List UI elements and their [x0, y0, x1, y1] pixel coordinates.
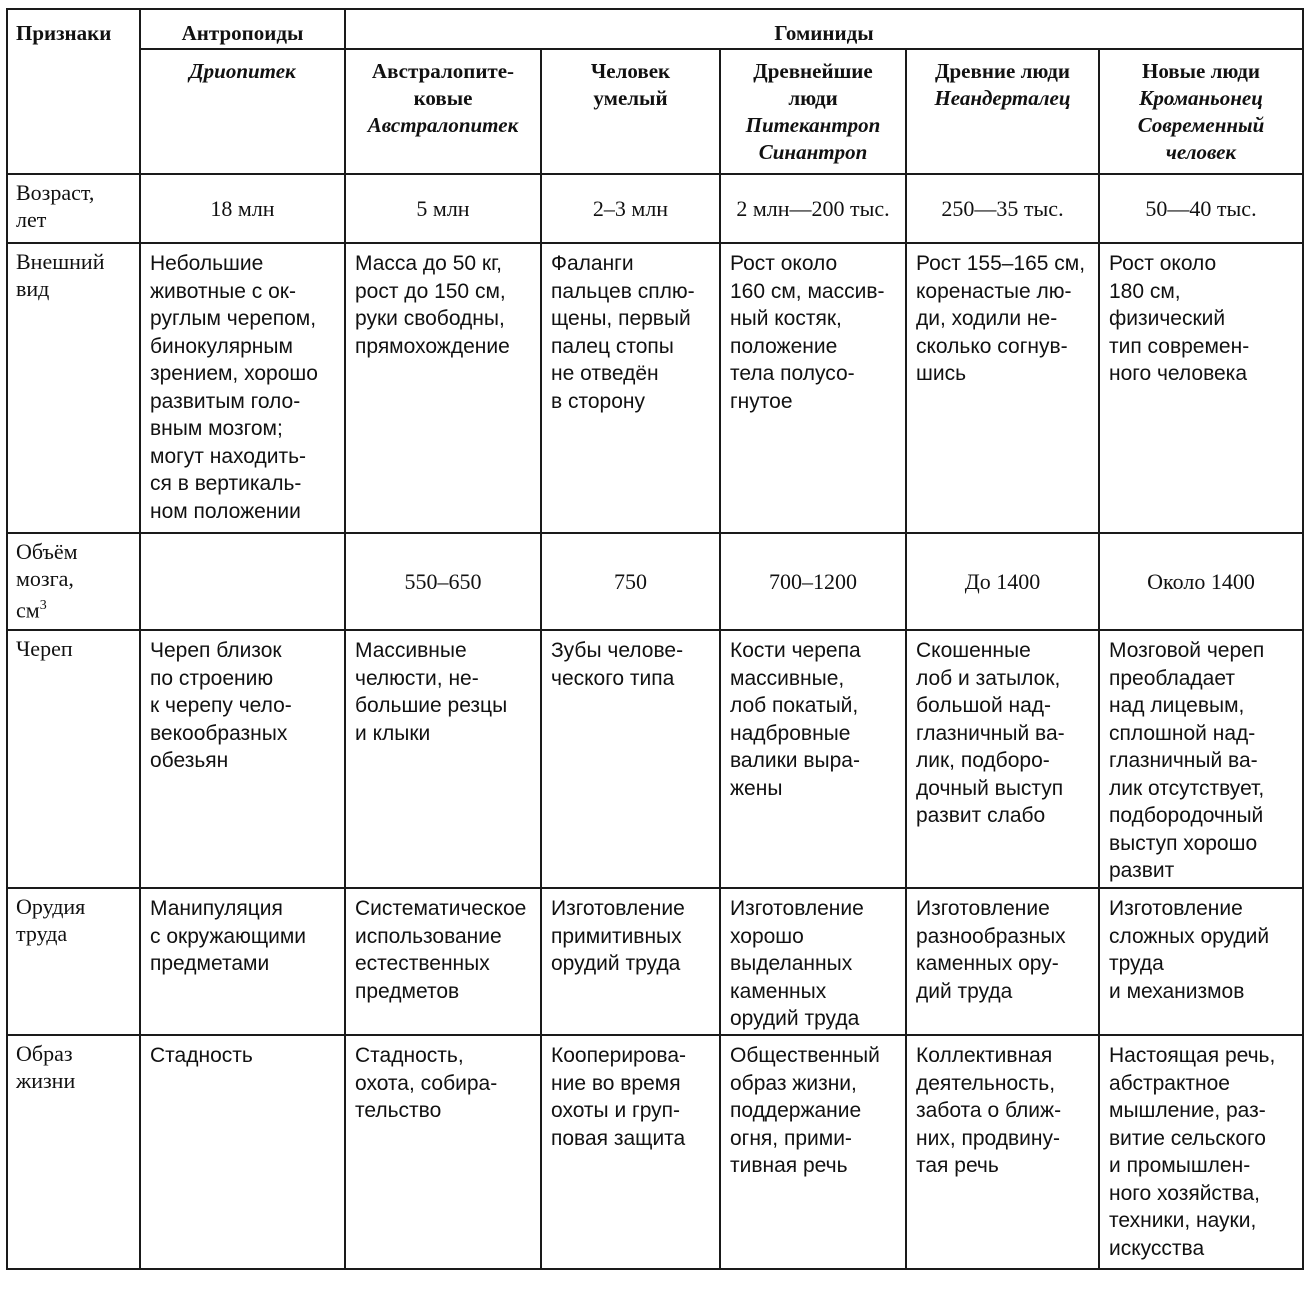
- cell-text: 550–650: [404, 568, 482, 594]
- cell-text: Рост около 160 см, массив- ный костяк, положение тела полусо- гнутое: [730, 252, 885, 413]
- column-species: Дриопитек: [189, 59, 296, 83]
- cell-text: Стадность, охота, собира- тельство: [355, 1044, 498, 1122]
- cell-text: 2 млн—200 тыс.: [736, 195, 890, 221]
- cell-text: Зубы челове- ческого типа: [551, 639, 684, 690]
- table-cell: [541, 888, 720, 1035]
- table-cell: [345, 888, 541, 1035]
- table-cell: [345, 630, 541, 888]
- table-cell: [345, 533, 541, 630]
- cell-text: Изготовление хорошо выделанных каменных орудий труда: [730, 897, 864, 1030]
- header-col-archanthropes: [720, 49, 906, 174]
- header-col-dryopithecus: [140, 49, 345, 174]
- cell-text: 750: [614, 568, 647, 594]
- table-cell: [906, 888, 1099, 1035]
- header-row-groups: [7, 9, 1303, 49]
- table-cell: [140, 630, 345, 888]
- cell-text: Рост около 180 см, физический тип современ- ного человека: [1109, 252, 1250, 385]
- table-cell: [140, 243, 345, 533]
- cell-text: До 1400: [964, 568, 1041, 594]
- column-name: Древние люди: [935, 59, 1070, 83]
- header-col-neoanthropes: [1099, 49, 1303, 174]
- header-features-label: Признаки: [16, 21, 112, 45]
- cell-text: Небольшие животные с ок- руглым черепом, бинокулярным зрением, хорошо развитым голо- вным мозгом; могут находить- ся в вертикаль- ном положении: [150, 252, 318, 523]
- header-hominids: [345, 9, 1303, 49]
- table-cell: [541, 1035, 720, 1269]
- header-col-paleoanthropes: [906, 49, 1099, 174]
- table-cell: [1099, 533, 1303, 630]
- cell-text: 18 млн: [210, 195, 275, 221]
- cell-text: Массивные челюсти, не- большие резцы и клыки: [355, 639, 508, 745]
- cell-text: 2–3 млн: [592, 195, 669, 221]
- table-cell: [140, 174, 345, 243]
- evolution-table: [6, 8, 1304, 1270]
- table-cell: [345, 174, 541, 243]
- cell-text: Настоящая речь, абстрактное мышление, раз- витие сельского и промышлен- ного хозяйства, техники, науки, искусства: [1109, 1044, 1276, 1260]
- cell-text: Кооперирова- ние во время охоты и груп- повая защита: [551, 1044, 687, 1150]
- row-label-text: Череп: [16, 636, 73, 661]
- row-tools: [7, 888, 1303, 1035]
- row-label-text: Орудия труда: [16, 894, 86, 946]
- cell-text: Фаланги пальцев сплю- щены, первый палец стопы не отведён в сторону: [551, 252, 695, 413]
- table-cell: [720, 630, 906, 888]
- column-species: Неандерталец: [934, 86, 1071, 110]
- row-brain-volume: [7, 533, 1303, 630]
- cell-text: Стадность: [150, 1044, 253, 1067]
- column-name: Австралопите- ковые: [371, 59, 515, 110]
- cell-text: 50—40 тыс.: [1145, 195, 1257, 221]
- cell-text: Скошенные лоб и затылок, большой над- глазничный ва- лик, подборо- дочный выступ развит слабо: [916, 639, 1065, 827]
- header-anthropoids-label: Антропоиды: [181, 21, 304, 45]
- cell-text: Масса до 50 кг, рост до 150 см, руки свободны, прямохождение: [355, 252, 510, 358]
- cell-text: 250—35 тыс.: [941, 195, 1064, 221]
- table-cell: [541, 630, 720, 888]
- table-cell: [1099, 630, 1303, 888]
- cell-text: Около 1400: [1147, 568, 1255, 594]
- row-label-text: Объём мозга, см: [16, 539, 78, 623]
- cell-text: Изготовление разнообразных каменных ору- дий труда: [916, 897, 1066, 1003]
- row-skull: [7, 630, 1303, 888]
- row-label: [7, 1035, 140, 1269]
- column-name: Древнейшие люди: [753, 59, 873, 110]
- table-cell: [1099, 1035, 1303, 1269]
- table-cell: [906, 243, 1099, 533]
- table-cell: [720, 243, 906, 533]
- cell-text: 5 млн: [416, 195, 470, 221]
- table-cell: [906, 533, 1099, 630]
- table-cell: [541, 174, 720, 243]
- header-anthropoids: [140, 9, 345, 49]
- table-cell: [906, 174, 1099, 243]
- row-appearance: [7, 243, 1303, 533]
- table-cell: [1099, 243, 1303, 533]
- header-col-australopithecines: [345, 49, 541, 174]
- table-cell: [720, 1035, 906, 1269]
- row-label-superscript: 3: [39, 598, 47, 613]
- column-name: Новые люди: [1142, 59, 1260, 83]
- row-age: [7, 174, 1303, 243]
- column-species: Кроманьонец Современный человек: [1137, 86, 1265, 164]
- header-hominids-label: Гоминиды: [774, 21, 874, 45]
- table-cell: [906, 1035, 1099, 1269]
- column-species: Австралопитек: [367, 113, 519, 137]
- row-label: [7, 888, 140, 1035]
- header-col-homo-habilis: [541, 49, 720, 174]
- cell-text: Рост 155–165 см, коренастые лю- ди, ходили не- сколько согнув- шись: [916, 252, 1086, 385]
- row-label-text: Возраст, лет: [16, 180, 95, 232]
- cell-text: Изготовление сложных орудий труда и механизмов: [1109, 897, 1270, 1003]
- table-cell: [720, 888, 906, 1035]
- cell-text: Череп близок по строению к черепу чело- векообразных обезьян: [150, 639, 292, 772]
- table-cell: [720, 174, 906, 243]
- table-cell: [345, 243, 541, 533]
- row-lifestyle: [7, 1035, 1303, 1269]
- cell-text: Кости черепа массивные, лоб покатый, надбровные валики выра- жены: [730, 639, 861, 800]
- table-cell: [140, 888, 345, 1035]
- column-name: Человек умелый: [590, 59, 671, 110]
- row-label: [7, 533, 140, 630]
- row-label: [7, 243, 140, 533]
- cell-text: Систематическое использование естественных предметов: [355, 897, 527, 1003]
- cell-text: Общественный образ жизни, поддержание огня, прими- тивная речь: [730, 1044, 880, 1177]
- cell-text: Изготовление примитивных орудий труда: [551, 897, 685, 975]
- cell-text: Манипуляция с окружающими предметами: [150, 897, 307, 975]
- header-features: [7, 9, 140, 174]
- table-cell: [140, 533, 345, 630]
- cell-text: Коллективная деятельность, забота о ближ- них, продвину- тая речь: [916, 1044, 1062, 1177]
- cell-text: Мозговой череп преобладает над лицевым, сплошной над- глазничный ва- лик отсутствует, подбородочный выступ хорошо развит: [1109, 639, 1265, 882]
- cell-text: 700–1200: [769, 568, 857, 594]
- row-label: [7, 630, 140, 888]
- table-cell: [906, 630, 1099, 888]
- table-cell: [140, 1035, 345, 1269]
- column-species: Питекантроп Синантроп: [745, 113, 881, 164]
- table-cell: [1099, 174, 1303, 243]
- row-label: [7, 174, 140, 243]
- header-row-species: [7, 49, 1303, 174]
- table-cell: [345, 1035, 541, 1269]
- table-cell: [541, 533, 720, 630]
- row-label-text: Внешний вид: [16, 249, 105, 301]
- table-cell: [720, 533, 906, 630]
- row-label-text: Образ жизни: [16, 1041, 76, 1093]
- table-cell: [541, 243, 720, 533]
- table-cell: [1099, 888, 1303, 1035]
